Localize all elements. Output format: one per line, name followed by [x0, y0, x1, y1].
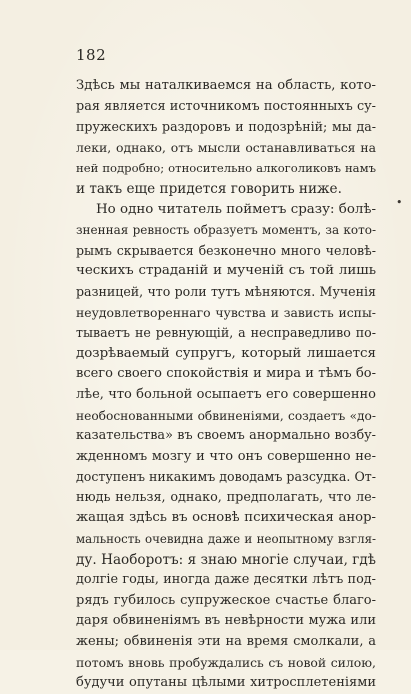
text-line: будучи опутаны цѣлыми хитросплетеніями [76, 675, 376, 691]
text-line: даря обвиненіямъ въ невѣрности мужа или [76, 613, 376, 629]
text-line: и такъ еще придется говорить ниже. [76, 180, 342, 197]
text-line: леки, однако, отъ мысли останавливаться на [76, 139, 376, 155]
text-line: тываетъ не ревнующій, а несправедливо по- [76, 325, 376, 341]
text-line: неудовлетвореннаго чувства и зависть испы- [76, 304, 376, 320]
text-line: Но одно читатель пойметъ сразу: болѣ- [96, 201, 376, 217]
text-line: ней подробно; относительно алкоголиковъ намъ [76, 161, 376, 176]
text-line: ду. Наоборотъ: я знаю многіе случаи, гдѣ [76, 551, 376, 568]
text-line: доступенъ никакимъ доводамъ разсудка. От- [76, 469, 376, 485]
margin-mark: • [396, 196, 403, 209]
text-line: разницей, что роли тутъ мѣняются. Мученія [76, 283, 376, 299]
text-line: нюдь нельзя, однако, предполагать, что ле- [76, 489, 376, 505]
text-line: жащая здѣсь въ основѣ психическая анор- [76, 510, 376, 526]
text-line: дозрѣваемый супругъ, который лишается [76, 345, 376, 361]
text-line: пружескихъ раздоровъ и подозрѣній; мы да- [76, 119, 376, 135]
text-line: зненная ревность образуетъ моментъ, за кото- [76, 223, 376, 238]
text-line: рядъ губилось супружеское счастье благо- [76, 592, 376, 608]
text-line: лѣе, что больной осыпаетъ его совершенно [76, 386, 376, 402]
text-line: рая является источникомъ постоянныхъ су- [76, 98, 376, 114]
text-line: рымъ скрывается безконечно много человѣ- [76, 242, 376, 258]
text-line: потомъ вновь пробуждались съ новой силою, [76, 654, 376, 670]
text-line: ческихъ страданій и мученій съ той лишь [76, 263, 376, 279]
text-line: жденномъ мозгу и что онъ совершенно не- [76, 448, 376, 464]
text-line: Здѣсь мы наталкиваемся на область, кото- [76, 78, 376, 93]
text-line: мальность очевидна даже и неопытному взгля- [76, 532, 376, 547]
text-line: необоснованными обвиненіями, создаетъ «до- [76, 408, 376, 423]
text-line: жены; обвиненія эти на время смолкали, а [76, 634, 376, 650]
body-text [76, 76, 376, 694]
text-line: долгіе годы, иногда даже десятки лѣтъ под- [76, 572, 376, 588]
page-number: 182 [76, 46, 107, 64]
text-line: всего своего спокойствія и мира и тѣмъ бо- [76, 366, 376, 382]
text-line: казательства» въ своемъ анормально возбу- [76, 428, 376, 444]
